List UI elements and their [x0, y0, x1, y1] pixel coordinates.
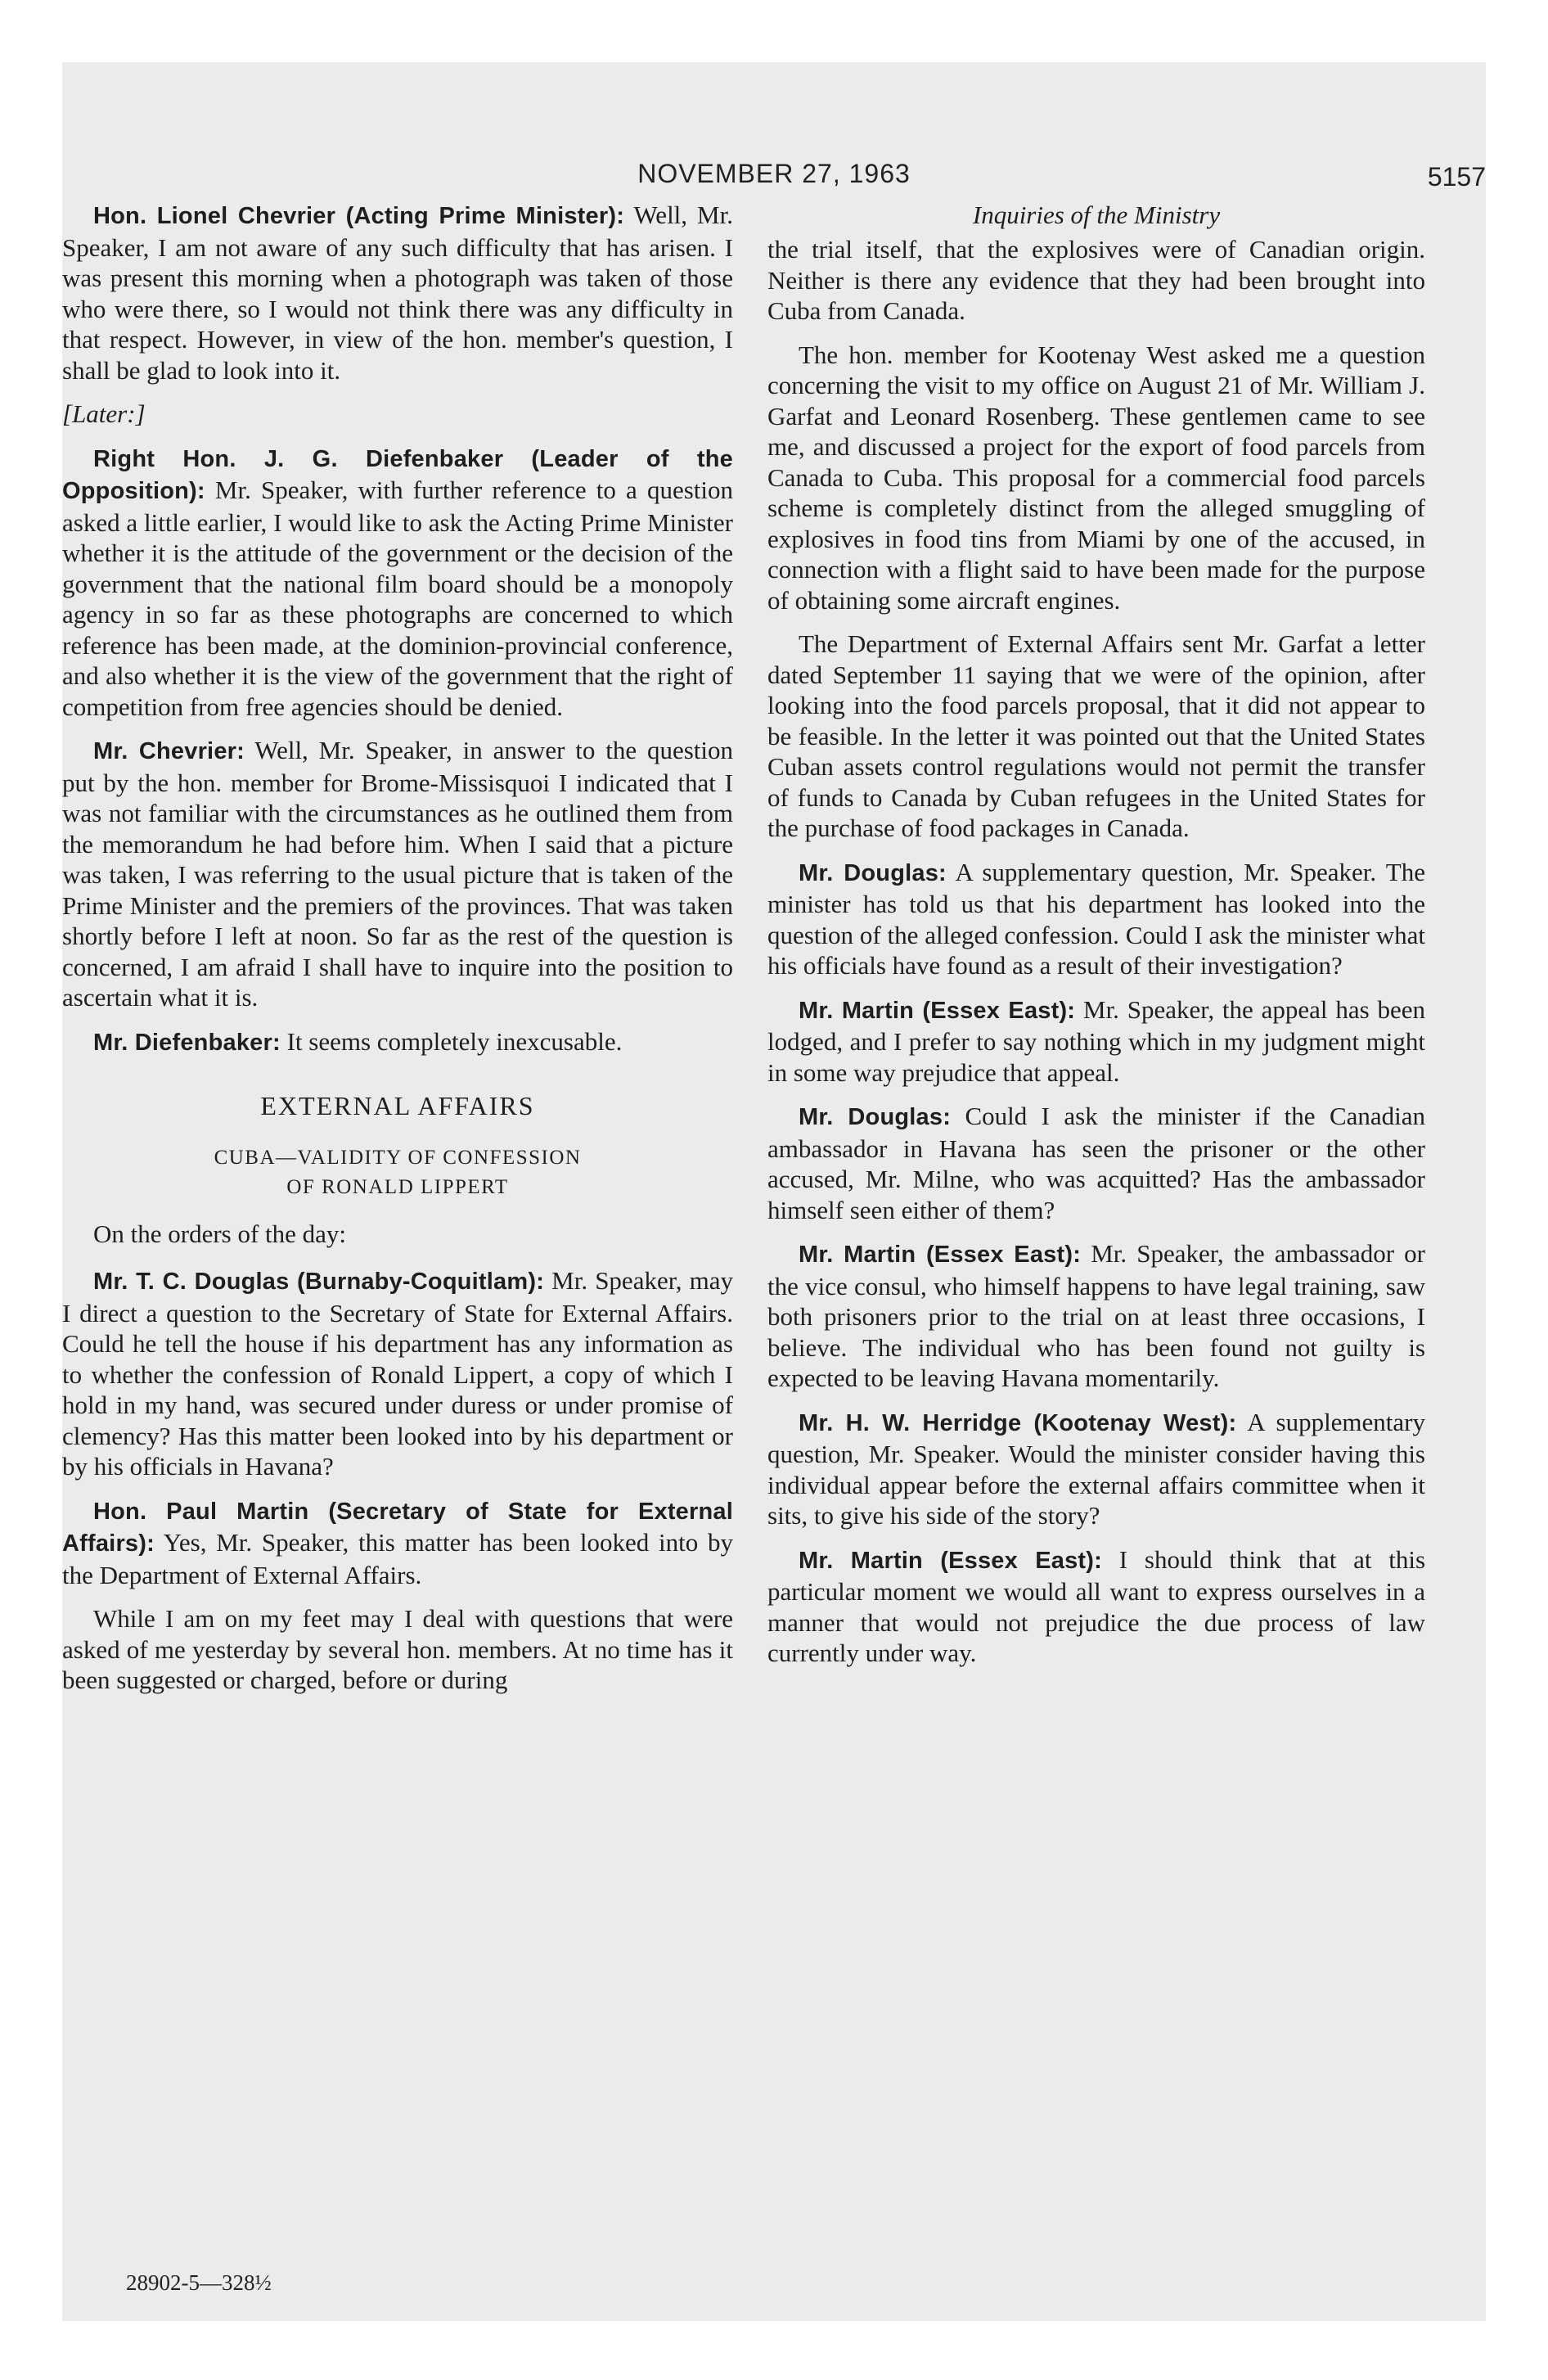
- paragraph-text: It seems completely inexcusable.: [286, 1026, 623, 1056]
- paragraph: [62, 735, 733, 1013]
- speaker-name: Mr. Diefenbaker:: [93, 1029, 281, 1056]
- paragraph-text: Well, Mr. Speaker, I am not aware of any such difficulty that has arisen. I was present this morning when a photograph was taken of those who were there, so I would not think there was any difficulty in that respect. However, in view of the hon. member's question, I shall be glad to look into it.: [62, 201, 733, 385]
- speaker-name: Right Hon. J. G. Diefenbaker (Leader of the Opposition):: [62, 445, 733, 504]
- page-header: [62, 159, 1486, 200]
- paragraph: [62, 1495, 733, 1591]
- speaker-name: Hon. Lionel Chevrier (Acting Prime Minister):: [93, 203, 625, 229]
- paragraph-text: Could I ask the minister if the Canadian ambassador in Havana has seen the prisoner or the other accused, Mr. Milne, who was acquitted? Has the ambassador himself seen either of them?: [767, 1102, 1426, 1224]
- paragraph: [767, 994, 1425, 1089]
- speaker-name: Mr. Douglas:: [799, 859, 947, 886]
- paragraph: While I am on my feet may I deal with questions that were asked of me yesterday by several hon. members. At no time has it been suggested or charged, before or during: [62, 1604, 733, 1694]
- speaker-name: Mr. Martin (Essex East):: [799, 997, 1076, 1024]
- speaker-name: Hon. Paul Martin (Secretary of State for External Affairs):: [62, 1498, 733, 1557]
- paragraph-text: Mr. Speaker, may I direct a question to the Secretary of State for External Affairs. Could he tell the house if his department has any information as to whether the confession of Ronald Lippert, a copy of which I hold in my hand, was secured under duress or under promise of clemency? Has this matter been looked into by his department or by his officials in Havana?: [62, 1266, 733, 1481]
- subsection-title-line-2: OF RONALD LIPPERT: [286, 1175, 509, 1198]
- later-marker: [Later:]: [62, 399, 146, 428]
- paragraph-text: A supplementary question, Mr. Speaker. The minister has told us that his department has looked into the question of the alleged confession. Could I ask the minister what his officials have found as a result of their investigation?: [767, 857, 1425, 980]
- speaker-name: Mr. Douglas:: [799, 1104, 952, 1130]
- speaker-name: Mr. T. C. Douglas (Burnaby-Coquitlam):: [93, 1269, 545, 1295]
- speaker-name: Mr. H. W. Herridge (Kootenay West):: [799, 1409, 1237, 1436]
- paragraph: [767, 1101, 1425, 1225]
- subsection-title: [62, 1143, 733, 1202]
- page-date: NOVEMBER 27, 1963: [637, 159, 911, 188]
- paragraph-text: Yes, Mr. Speaker, this matter has been looked into by the Department of External Affairs.: [62, 1528, 734, 1589]
- orders-of-the-day: On the orders of the day:: [93, 1219, 347, 1248]
- section-title: EXTERNAL AFFAIRS: [260, 1091, 535, 1120]
- paragraph-text: Well, Mr. Speaker, in answer to the question put by the hon. member for Brome-Missisquoi I indicated that I was not familiar with the circumstances as he outlined them from the memorandum he had before him. When I said that a picture was taken, I was referring to the usual picture that is taken of the Prime Minister and the premiers of the provinces. That was taken shortly before I left at noon. So far as the rest of the question is concerned, I am afraid I shall have to inquire into the position to ascertain what it is.: [62, 736, 733, 1012]
- paragraph: The Department of External Affairs sent Mr. Garfat a letter dated September 11 saying that we were of the opinion, after looking into the food parcels proposal, that it did not appear to be feasible. In the letter it was pointed out that the United States Cuban assets control regulations would not permit the transfer of funds to Canada by Cuban refugees in the United States for the purchase of food packages in Canada.: [767, 629, 1425, 842]
- right-column: [767, 200, 1425, 1682]
- speaker-name: Mr. Martin (Essex East):: [799, 1547, 1103, 1574]
- paragraph: the trial itself, that the explosives were of Canadian origin. Neither is there any evidence that they had been brought into Cuba from Canada.: [767, 235, 1425, 325]
- speaker-name: Mr. Chevrier:: [93, 738, 245, 764]
- paragraph: [767, 1544, 1425, 1669]
- paragraph-text: Mr. Speaker, the ambassador or the vice consul, who himself happens to have legal training, saw both prisoners prior to the trial on at least three occasions, I believe. The individual who has been found not guilty is expected to be leaving Havana momentarily.: [767, 1239, 1425, 1392]
- speaker-name: Mr. Martin (Essex East):: [799, 1242, 1082, 1268]
- paragraph: [62, 1265, 733, 1482]
- paragraph: The hon. member for Kootenay West asked me a question concerning the visit to my office on August 21 of Mr. William J. Garfat and Leonard Rosenberg. These gentlemen came to see me, and discussed a project for the export of food parcels from Canada to Cuba. This proposal for a commercial food parcels scheme is completely distinct from the alleged smuggling of explosives in food tins from Miami by one of the accused, in connection with a flight said to have been made for the purpose of obtaining some aircraft engines.: [767, 340, 1425, 615]
- paragraph: [767, 857, 1425, 981]
- paragraph: [767, 1407, 1425, 1531]
- page-number: 5157: [1427, 162, 1486, 192]
- subsection-title-line-1: CUBA—VALIDITY OF CONFESSION: [214, 1146, 582, 1169]
- left-column: [62, 200, 733, 1709]
- print-code-footer: 28902-5—328½: [126, 2270, 272, 2295]
- paragraph: [62, 200, 733, 385]
- paragraph: [62, 443, 733, 723]
- paragraph-text: Mr. Speaker, the appeal has been lodged, and I prefer to say nothing which in my judgment might in some way prejudice that appeal.: [767, 994, 1425, 1087]
- paragraph: [767, 1238, 1425, 1394]
- paragraph-text: Mr. Speaker, with further reference to a question asked a little earlier, I would like to ask the Acting Prime Minister whether it is the attitude of the government or the decision of the government that the national film board should be a monopoly agency in so far as these photographs are concerned to which reference has been made, at the dominion-provincial conference, and also whether it is the view of the government that the right of competition from free agencies should be denied.: [62, 476, 734, 721]
- running-head: Inquiries of the Ministry: [972, 201, 1221, 229]
- paragraph-text: A supplementary question, Mr. Speaker. Would the minister consider having this individual appear before the external affairs committee when it sits, to give his side of the story?: [767, 1407, 1426, 1530]
- paragraph-text: I should think that at this particular moment we would all want to express ourselves in a manner that would not prejudice the due process of law currently under way.: [767, 1544, 1426, 1667]
- document-page: [62, 62, 1486, 2321]
- paragraph: [62, 1026, 733, 1059]
